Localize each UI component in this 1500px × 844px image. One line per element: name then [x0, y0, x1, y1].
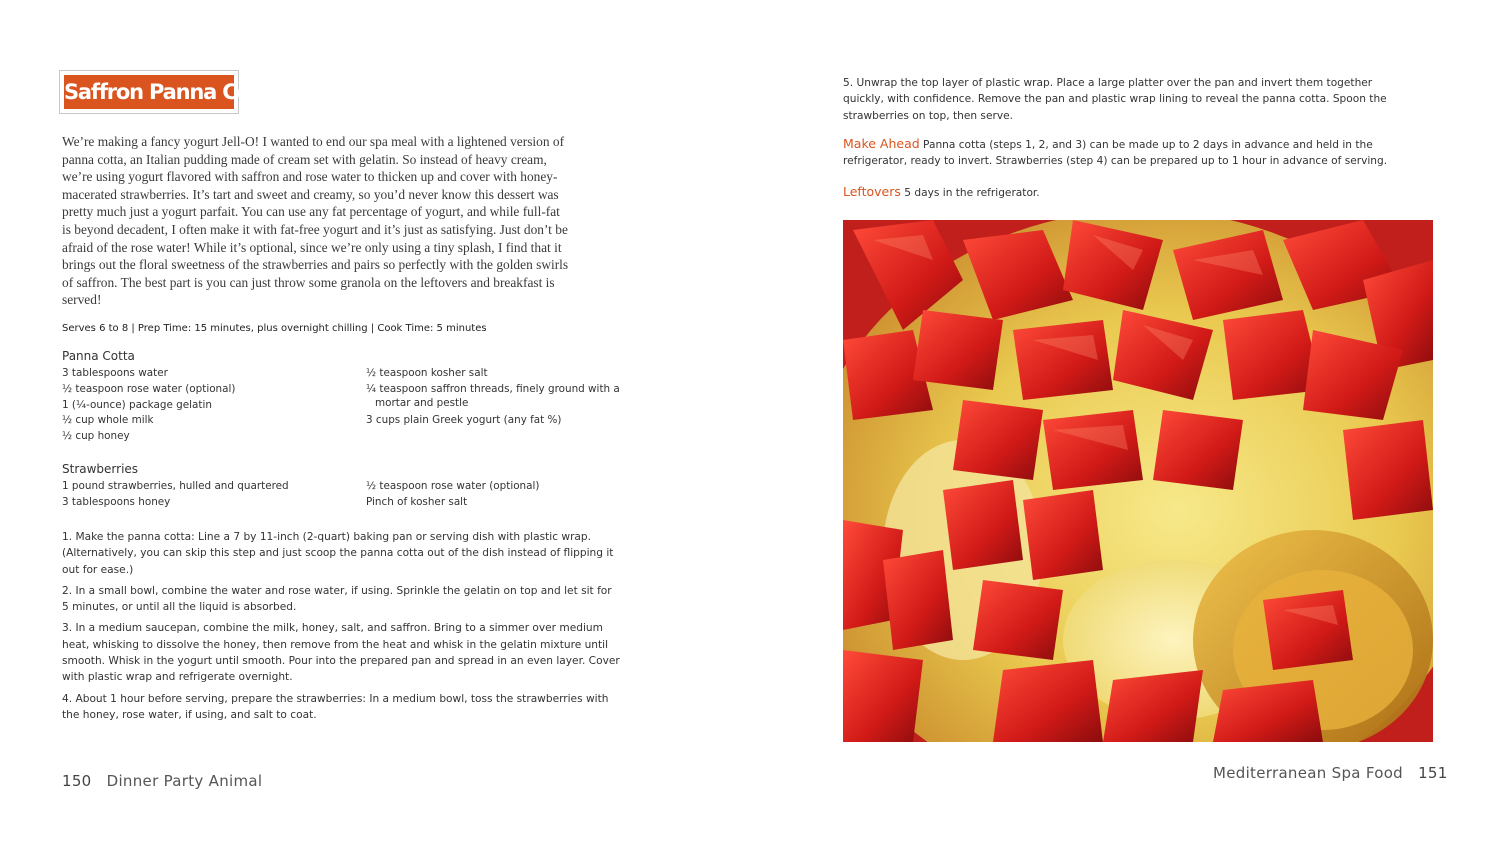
make-ahead-note [843, 136, 1423, 170]
strawberry-panna-cotta-image [843, 220, 1433, 742]
step-1 [62, 529, 642, 578]
right-section-name: Mediterranean Spa Food [1213, 764, 1404, 782]
intro-line: brings out the floral sweetness of the strawberries and pairs so perfectly with the golden swirls [62, 257, 569, 273]
right-page-number: 151 [1418, 764, 1448, 782]
step-2 [62, 583, 642, 616]
intro-line: We’re making a fancy yogurt Jell-O! I wanted to end our spa meal with a lightened version of [62, 134, 565, 149]
method-steps [62, 529, 642, 728]
right-text-block [843, 75, 1423, 202]
left-section-name: Dinner Party Animal [106, 772, 263, 790]
step-line: the honey, rose water, if using, and salt to coat. [62, 708, 317, 721]
step-line: 4. About 1 hour before serving, prepare the strawberries: In a medium bowl, toss the strawberries with [62, 692, 609, 705]
intro-paragraph [62, 133, 602, 309]
ingredient: ½ teaspoon rose water (optional) [62, 382, 236, 395]
recipe-title-box [59, 70, 281, 114]
panna-cotta-ingredients-col2 [366, 366, 620, 428]
step-line: 5. Unwrap the top layer of plastic wrap. Place a large platter over the pan and invert them together [843, 77, 1373, 89]
left-page-number: 150 [62, 772, 92, 790]
step-line: (Alternatively, you can skip this step and just scoop the panna cotta out of the dish instead of flipping it [62, 547, 614, 560]
ingredient: Pinch of kosher salt [366, 495, 468, 508]
intro-line: we’re using yogurt flavored with saffron and rose water to thicken up and cover with honey- [62, 169, 558, 185]
ingredient: ½ cup whole milk [62, 414, 154, 427]
step-line: 2. In a small bowl, combine the water and rose water, if using. Sprinkle the gelatin on top and let sit for [62, 584, 612, 597]
intro-line: afraid of the rose water! While it’s optional, since we’re only using a tiny splash, I find that it [62, 239, 562, 255]
step-line: 1. Make the panna cotta: Line a 7 by 11-inch (2-quart) baking pan or serving dish with plastic wrap. [62, 531, 592, 543]
ingredient: 3 cups plain Greek yogurt (any fat %) [366, 413, 562, 426]
ingredient: 1 pound strawberries, hulled and quartered [62, 480, 289, 492]
step-line: heat, whisking to dissolve the honey, then remove from the heat and whisk in the gelatin mixture until [62, 638, 609, 651]
step-line: with plastic wrap and refrigerate overnight. [62, 671, 293, 684]
panna-cotta-ingredients-col1 [62, 366, 235, 445]
ingredient: 3 tablespoons water [62, 367, 168, 379]
ingredient: ½ teaspoon rose water (optional) [366, 480, 540, 492]
step-line: smooth. Whisk in the yogurt until smooth. Pour into the prepared pan and spread in an even layer. Cover [62, 655, 620, 668]
make-ahead-text: refrigerator, ready to invert. Strawberries (step 4) can be prepared up to 1 hour in advance of serving. [843, 155, 1388, 168]
ingredient: ¼ teaspoon saffron threads, finely ground with a [366, 382, 620, 395]
leftovers-text: 5 days in the refrigerator. [900, 187, 1040, 200]
strawberries-ingredients-col2 [366, 479, 539, 511]
panna-cotta-heading: Panna Cotta [62, 349, 135, 363]
step-line: quickly, with confidence. Remove the pan and plastic wrap lining to reveal the panna cotta. Spoon the [843, 93, 1387, 106]
ingredient: ½ teaspoon kosher salt [366, 367, 488, 379]
recipe-meta: Serves 6 to 8 | Prep Time: 15 minutes, plus overnight chilling | Cook Time: 5 minutes [62, 323, 487, 334]
step-line: 5 minutes, or until all the liquid is absorbed. [62, 601, 297, 614]
strawberries-heading: Strawberries [62, 462, 139, 476]
ingredient: 3 tablespoons honey [62, 495, 171, 508]
step-3 [62, 620, 642, 685]
ingredient-continued: mortar and pestle [375, 396, 469, 409]
intro-line: is beyond decadent, I often make it with fat-free yogurt and it’s just as satisfying. Just don’t be [62, 221, 568, 237]
step-5 [843, 75, 1423, 124]
ingredient: 1 (¼-ounce) package gelatin [62, 398, 212, 411]
intro-line: of saffron. The best part is you can just throw some granola on the leftovers and breakfast is [62, 274, 555, 290]
panna-cotta-photo [843, 220, 1433, 742]
right-folio [1213, 764, 1448, 782]
intro-line: macerated strawberries. It’s tart and sweet and creamy, so you’d never know this dessert was [62, 186, 559, 202]
step-4 [62, 691, 642, 724]
step-line: out for ease.) [62, 563, 134, 576]
strawberries-ingredients-col1 [62, 479, 289, 511]
leftovers-label: Leftovers [843, 184, 901, 200]
intro-line: panna cotta, an Italian pudding made of cream set with gelatin. So instead of heavy cream, [62, 151, 547, 167]
step-line: strawberries on top, then serve. [843, 109, 1013, 122]
step-line: 3. In a medium saucepan, combine the milk, honey, salt, and saffron. Bring to a simmer over medium [62, 622, 603, 635]
intro-line: pretty much just a yogurt parfait. You can use any fat percentage of yogurt, and while full-fat [62, 204, 560, 220]
ingredient: ½ cup honey [62, 430, 130, 443]
intro-line: served! [62, 292, 102, 308]
make-ahead-text: Panna cotta (steps 1, 2, and 3) can be made up to 2 days in advance and held in the [919, 138, 1373, 151]
leftovers-note [843, 184, 1423, 201]
make-ahead-label: Make Ahead [843, 135, 920, 151]
recipe-title: Saffron Panna Cotta [64, 75, 234, 109]
left-folio [62, 772, 262, 790]
